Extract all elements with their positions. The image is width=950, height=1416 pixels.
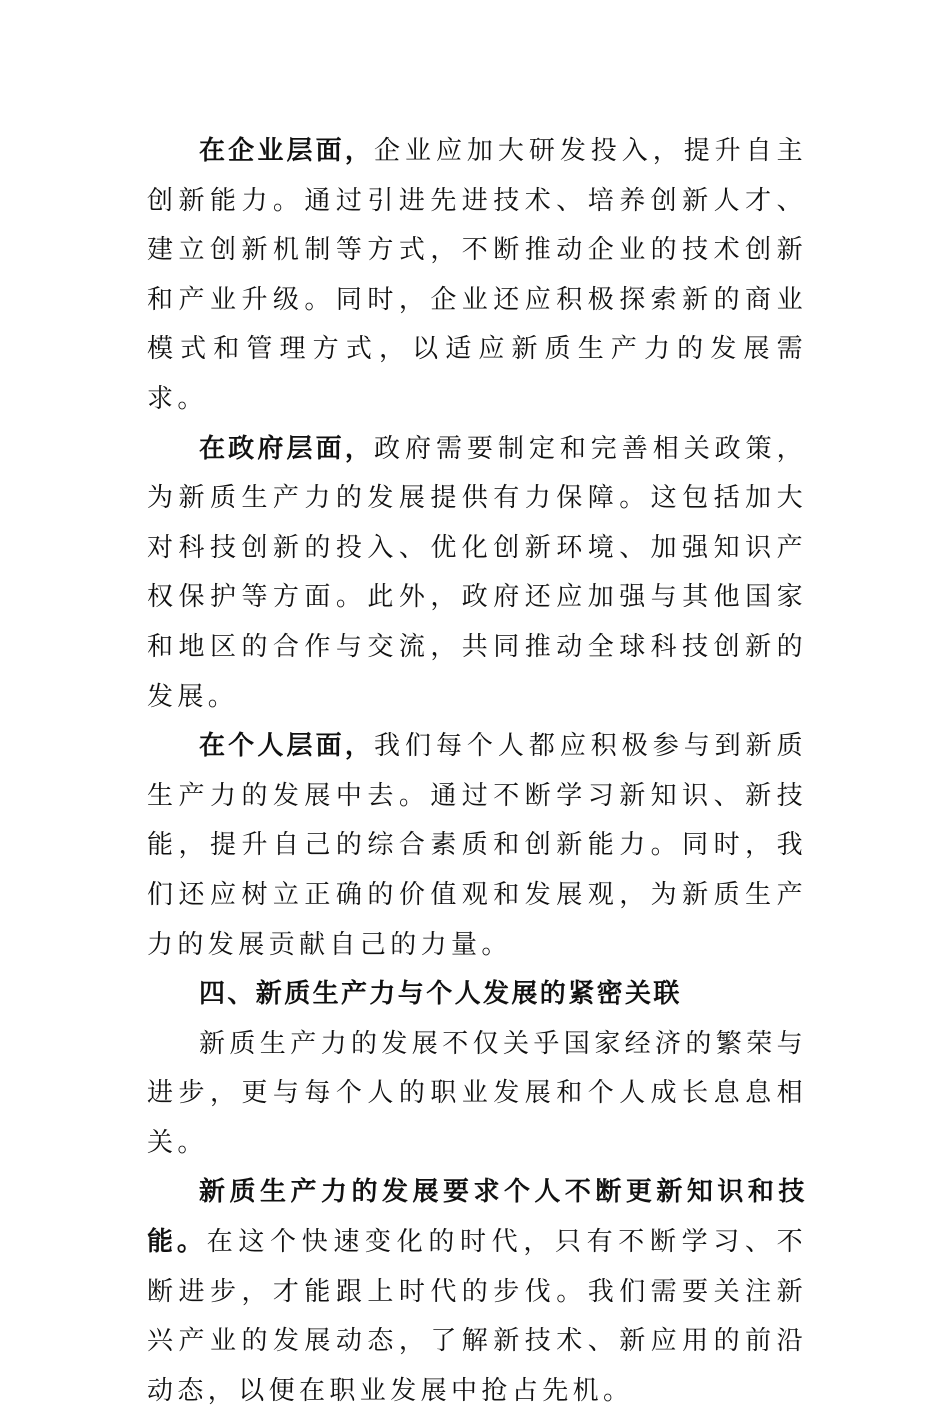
paragraph-lead: 新质生产力的发展要求个人不断更新知识和技能。 [147, 1177, 807, 1258]
paragraph-enterprise-level [147, 127, 807, 425]
paragraph-skills-update [147, 1168, 807, 1416]
document-body [147, 127, 807, 1416]
paragraph-government-level [147, 425, 807, 723]
section-heading: 四、新质生产力与个人发展的紧密关联 [199, 979, 682, 1010]
paragraph-individual-level [147, 722, 807, 970]
paragraph-lead: 在政府层面， [199, 433, 375, 464]
paragraph-lead: 在个人层面， [199, 731, 375, 762]
paragraph-lead: 在企业层面， [199, 136, 375, 166]
paragraph-text: 企业应加大研发投入，提升自主创新能力。通过引进先进技术、培养创新人才、建立创新机制等方式，不断推动企业的技术创新和产业升级。同时，企业还应积极探索新的商业模式和管理方式，以适应新质生产力的发展需求。 [147, 136, 807, 414]
paragraph-text: 在这个快速变化的时代，只有不断学习、不断进步，才能跟上时代的步伐。我们需要关注新兴产业的发展动态，了解新技术、新应用的前沿动态，以便在职业发展中抢占先机。 [147, 1227, 808, 1406]
paragraph-text: 我们每个人都应积极参与到新质生产力的发展中去。通过不断学习新知识、新技能，提升自己的综合素质和创新能力。同时，我们还应树立正确的价值观和发展观，为新质生产力的发展贡献自己的力量。 [147, 731, 807, 960]
section-intro: 新质生产力的发展不仅关乎国家经济的繁荣与进步，更与每个人的职业发展和个人成长息息相关。 [147, 1028, 808, 1158]
paragraph-text: 政府需要制定和完善相关政策，为新质生产力的发展提供有力保障。这包括加大对科技创新的投入、优化创新环境、加强知识产权保护等方面。此外，政府还应加强与其他国家和地区的合作与交流，共同推动全球科技创新的发展。 [147, 433, 807, 712]
